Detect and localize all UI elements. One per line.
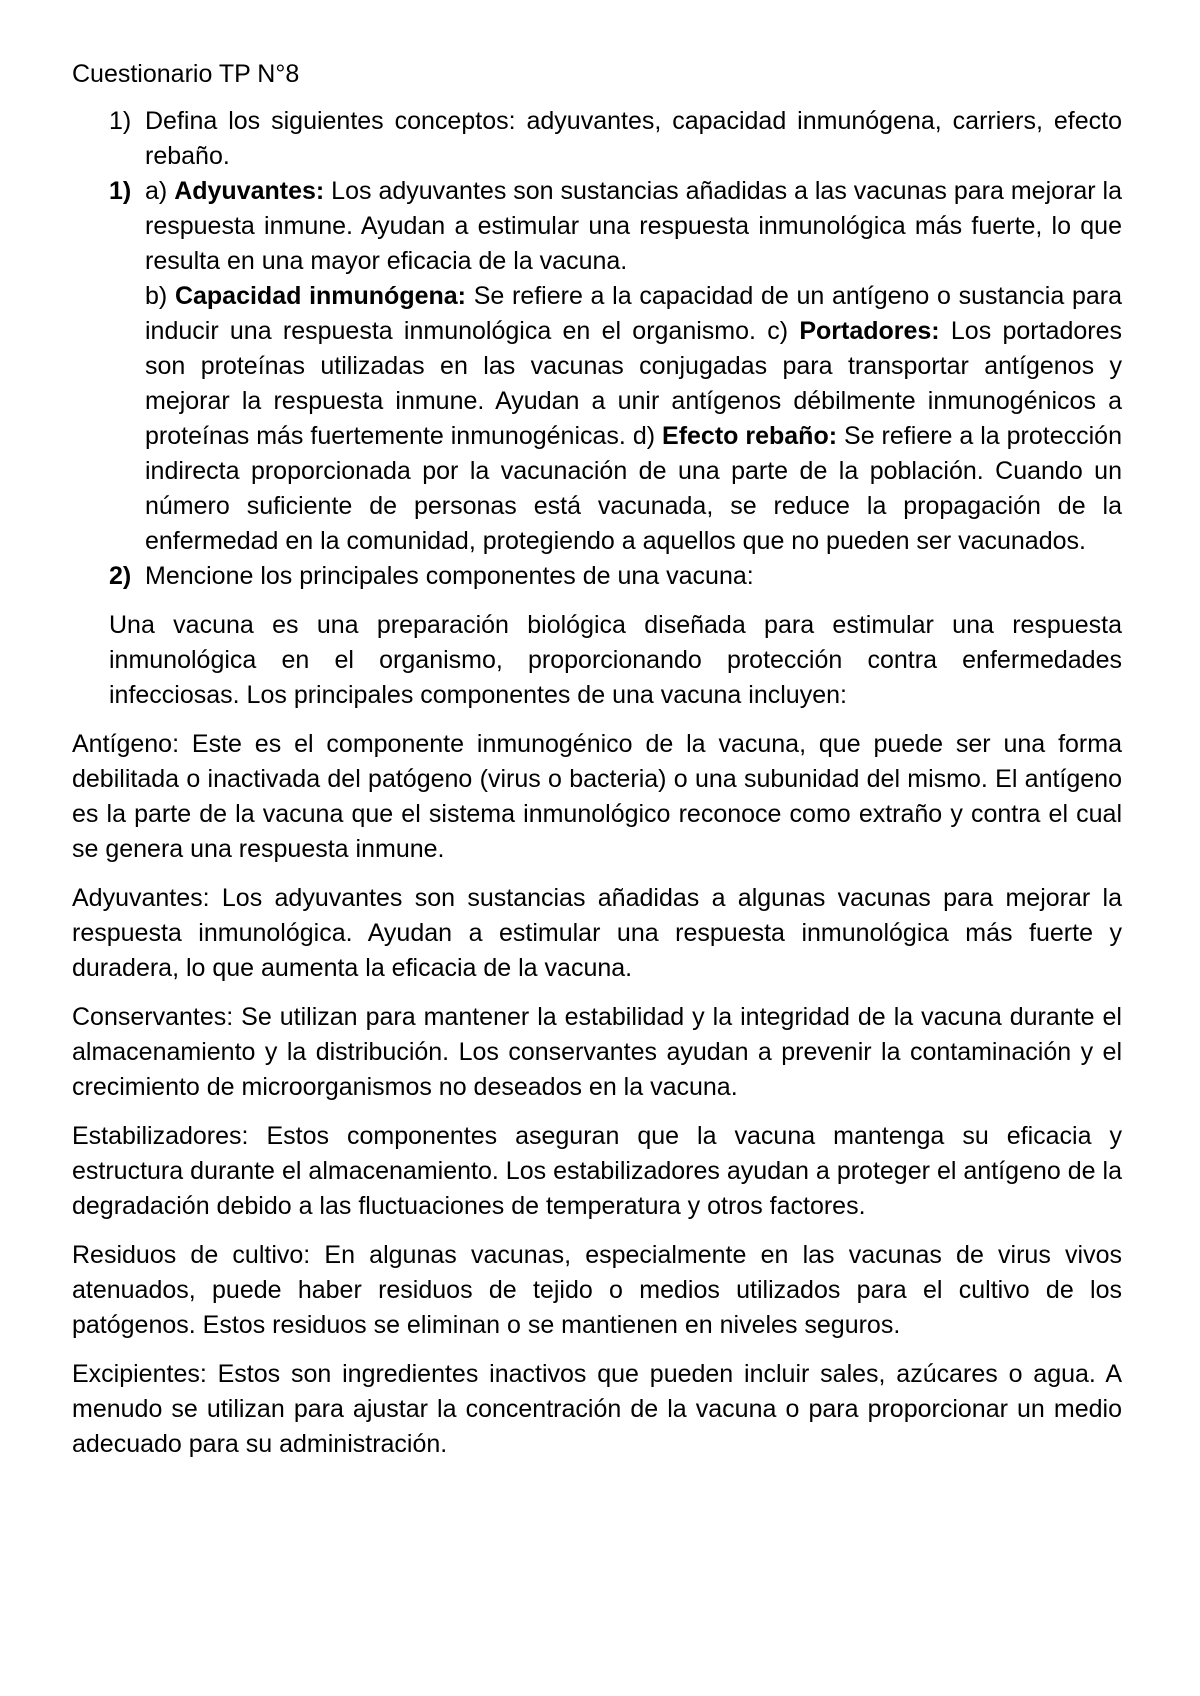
answer-1-c-text: Los portadores son proteínas utilizadas en las vacunas conjugadas para transportar antígenos y mejorar la respuesta inmune. Ayudan a unir antígenos débilmente inmunogénicos a proteínas más fuertemente inmunogénicas. d) <box>145 317 1122 450</box>
answer-1-c-term: Portadores: <box>799 317 940 345</box>
question-2-number: 2) <box>109 562 132 590</box>
document-title: Cuestionario TP N°8 <box>72 60 300 88</box>
answer-1-b-term: Capacidad inmunógena: <box>174 282 467 310</box>
component-conservantes: Conservantes: Se utilizan para mantener la estabilidad y la integridad de la vacuna durante el almacenamiento y la distribución. Los conservantes ayudan a prevenir la contaminación y el crecimiento de microorganismos no deseados en la vacuna. <box>72 1003 1122 1101</box>
answer-1-b-text: Se refiere a la capacidad de un antígeno o sustancia para inducir una respuesta inmunológica en el organismo. c) <box>145 282 1123 345</box>
component-estabilizadores: Estabilizadores: Estos componentes aseguran que la vacuna mantenga su eficacia y estructura durante el almacenamiento. Los estabilizadores ayudan a proteger el antígeno de la degradación debido a las fluctuaciones de temperatura y otros factores. <box>72 1122 1122 1220</box>
answer-1-d-term: Efecto rebaño: <box>662 422 838 450</box>
answer-1-number: 1) <box>109 177 132 205</box>
question-1-number: 1) <box>109 107 132 135</box>
answer-1 <box>72 174 1122 559</box>
question-2 <box>72 559 1122 594</box>
answer-1-a-term: Adyuvantes: <box>174 177 325 205</box>
answer-1-a-prefix: a) <box>145 177 175 205</box>
answer-1-d-text: Se refiere a la protección indirecta proporcionada por la vacunación de una parte de la población. Cuando un número suficiente de personas está vacunada, se reduce la propagación de la enfermedad en la comunidad, protegiendo a aquellos que no pueden ser vacunados. <box>145 422 1122 555</box>
component-residuos-de-cultivo: Residuos de cultivo: En algunas vacunas, especialmente en las vacunas de virus vivos atenuados, puede haber residuos de tejido o medios utilizados para el cultivo de los patógenos. Estos residuos se eliminan o se mantienen en niveles seguros. <box>72 1241 1122 1339</box>
component-antigeno: Antígeno: Este es el componente inmunogénico de la vacuna, que puede ser una forma debilitada o inactivada del patógeno (virus o bacteria) o una subunidad del mismo. El antígeno es la parte de la vacuna que el sistema inmunológico reconoce como extraño y contra el cual se genera una respuesta inmune. <box>72 730 1122 863</box>
answer-2-intro: Una vacuna es una preparación biológica diseñada para estimular una respuesta inmunológica en el organismo, proporcionando protección contra enfermedades infecciosas. Los principales componentes de una vacuna incluyen: <box>109 611 1122 709</box>
question-1-text: Defina los siguientes conceptos: adyuvantes, capacidad inmunógena, carriers, efecto rebaño. <box>145 107 1122 170</box>
question-2-text: Mencione los principales componentes de una vacuna: <box>145 562 754 590</box>
component-excipientes: Excipientes: Estos son ingredientes inactivos que pueden incluir sales, azúcares o agua. A menudo se utilizan para ajustar la concentración de la vacuna o para proporcionar un medio adecuado para su administración. <box>72 1360 1122 1458</box>
answer-1-b-prefix: b) <box>145 282 175 310</box>
answer-1-a-text: Los adyuvantes son sustancias añadidas a las vacunas para mejorar la respuesta inmune. Ayudan a estimular una respuesta inmunológica más fuerte, lo que resulta en una mayor eficacia de la vacuna. <box>145 177 1122 275</box>
component-adyuvantes: Adyuvantes: Los adyuvantes son sustancias añadidas a algunas vacunas para mejorar la respuesta inmunológica. Ayudan a estimular una respuesta inmunológica más fuerte y duradera, lo que aumenta la eficacia de la vacuna. <box>72 884 1122 982</box>
question-1 <box>72 104 1122 174</box>
